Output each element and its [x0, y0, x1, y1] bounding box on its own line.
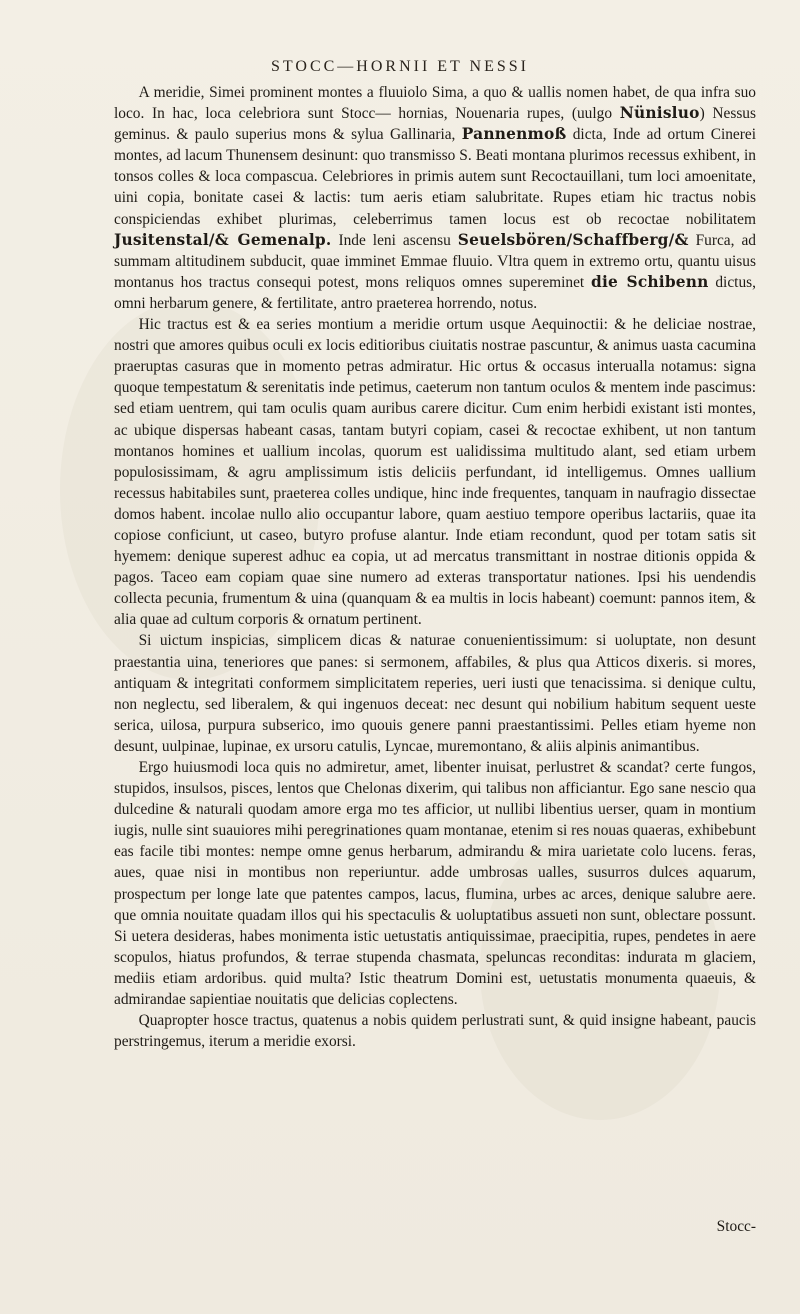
blackletter-term: Pannenmoß	[461, 125, 567, 144]
text-run: Furca, ad summam altitudinem subducit, quae imminet Emmae fluuio. Vltra quem in extremo ortu, quantu uisus montanus hos tractus consequi potest, mons reliquos omnes supereminet	[114, 231, 756, 291]
blackletter-term: die Schibenn	[591, 272, 709, 291]
blackletter-term: Seuelsbören/Schaffberg/&	[457, 230, 689, 249]
paragraph: Hic tractus est & ea series montium a meridie ortum usque Aequinoctii: & he deliciae nostrae, nostri que amores quibus oculi ex locis editioribus ciuitatis nostrae pascuntur, & animus uasta cacumina praeruptas casuras que in momento petras admiratur. Hic ortus & occasus interualla notamus: signa quoque tempestatum & serenitatis inde petimus, caeterum non tantum oculos & mentem inde pascimus: sed etiam uentrem, qui tam oculis quam auribus carere dicitur. Cum enim herbidi existant isti montes, ac ubique dispersas habeant casas, tantam butyri copiam, casei & recoctae exhibent, ut non tantum montanos homines et uallium incolas, quorum est ualidissima multitudo alant, sed etiam urbem populosissimam, & agru amplissimum istis deliciis perfundant, id intelligemus. Omnes uallium recessus habitabiles sunt, praeterea colles undique, hinc inde frequentes, tanquam in naufragio dissectae domos habent. incolae nullo alio occupantur labore, quam aestiuo tempore operibus lactariis, quae ita copiose conficiunt, ut caseo, butyro profuse alantur. Inde etiam recondunt, quod per totam satis sit hyemem: denique superest adhuc ea copia, ut ad mercatus transmittant in nostrae ditionis oppida & pagos. Taceo eam copiam quae sine numero ad exteras transportatur nationes. Ipsi his uendendis collecta pecunia, frumentum & uina (quanquam & ea multis in locis habeant) coemunt: pannos item, & alia quae ad cultum corporis & ornatum pertinent.	[114, 316, 756, 629]
catchword: Stocc-	[716, 1218, 756, 1235]
text-run: Inde leni ascensu	[331, 231, 458, 249]
paragraph: Ergo huiusmodi loca quis no admiretur, amet, libenter inuisat, perlustret & scandat? certe fungos, stupidos, insulsos, pisces, lentos que Chelonas dixerim, qui talibus non afficiantur. Ego sane nescio qua dulcedine & naturali quodam amore erga mo tes afficior, ut nullibi libentius uerser, quam in montium iugis, nulle sint suauiores mihi peregrinationes quam montanae, etenim si res nouas quaeras, exhibebunt eas facile tibi montes: nempe omne genus herbarum, admirandu & mira uarietate colo lucens. feras, aues, quae nisi in montibus non reperiuntur. adde umbrosas ualles, susurros dulces aquarum, prospectum per longe late que patentes campos, lacus, flumina, urbes ac arces, denique salubre aere. que omnia nouitate quadam illos qui his spectaculis & uoluptatibus assueti non sunt, oblectare possunt. Si uetera desideras, habes monimenta istic uetustatis antiquissimae, praecipitia, rupes, pendetes in aere scopulos, hiatus profundos, & terrae stupenda chasmata, speluncas reconditas: indurata m glaciem, mediis etiam ardoribus. quid multa? Istic theatrum Domini est, uetustatis monumenta quaeuis, & admirandae sapientiae nouitatis que delicias coplectens.	[114, 759, 756, 1009]
running-head: STOCC—HORNII ET NESSI	[271, 58, 529, 75]
text-run: ) Nessus geminus. & paulo superius mons & sylua Gallinaria,	[114, 105, 756, 144]
paragraph: Si uictum inspicias, simplicem dicas & naturae conuenientissimum: si uoluptate, non desunt praestantia uina, teneriores que panes: si sermonem, affabiles, & plus qua Atticos dixeris. si mores, antiquam & integritati conformem simplicitatem reperies, ueri iusti que tenacissima. si denique cultu, non neglectu, sed liberalem, & qui ingenuos deceat: nec desunt qui nobilium habitum sequent ueste serica, uilosa, purpura subserico, imo quouis genere panni praestantissimi. Pelles etiam hyeme non desunt, uulpinae, lupinae, ex ursoru catulis, Lyncae, muremontano, & aliis alpinis animantibus.	[114, 632, 756, 755]
body-text	[114, 82, 756, 1052]
paragraph	[114, 82, 756, 314]
text-run: dicta, Inde ad ortum Cinerei montes, ad lacum Thunensem desinunt: quo transmisso S. Beati montana plurimos recessus exhibent, in tonsos colles & loca compascua. Celebriores in primis autem sunt Recoctauillani, tum loci amoenitate, uini copia, bonitate casei & lactis: tum aeris etiam salubritate. Rupes etiam hic tractus nobis conspiciendas exhibet plurimas, celeberrimus tamen locus est ob recoctae nobilitatem	[114, 126, 756, 228]
paragraph: Quapropter hosce tractus, quatenus a nobis quidem perlustrati sunt, & quid insigne habeant, paucis perstringemus, iterum a meridie exorsi.	[114, 1012, 756, 1051]
blackletter-term: Nünisluo	[619, 104, 700, 123]
text-run: dictus, omni herbarum genere, & fertilitate, antro praeterea horrendo, notus.	[114, 273, 756, 312]
blackletter-term: Jusitenstal/& Gemenalp.	[114, 230, 332, 249]
text-run: A meridie, Simei prominent montes a fluuiolo Sima, a quo & uallis nomen habet, de qua infra suo loco. In hac, loca celebriora sunt Stocc— hornias, Nouenaria rupes, (uulgo	[114, 84, 756, 123]
